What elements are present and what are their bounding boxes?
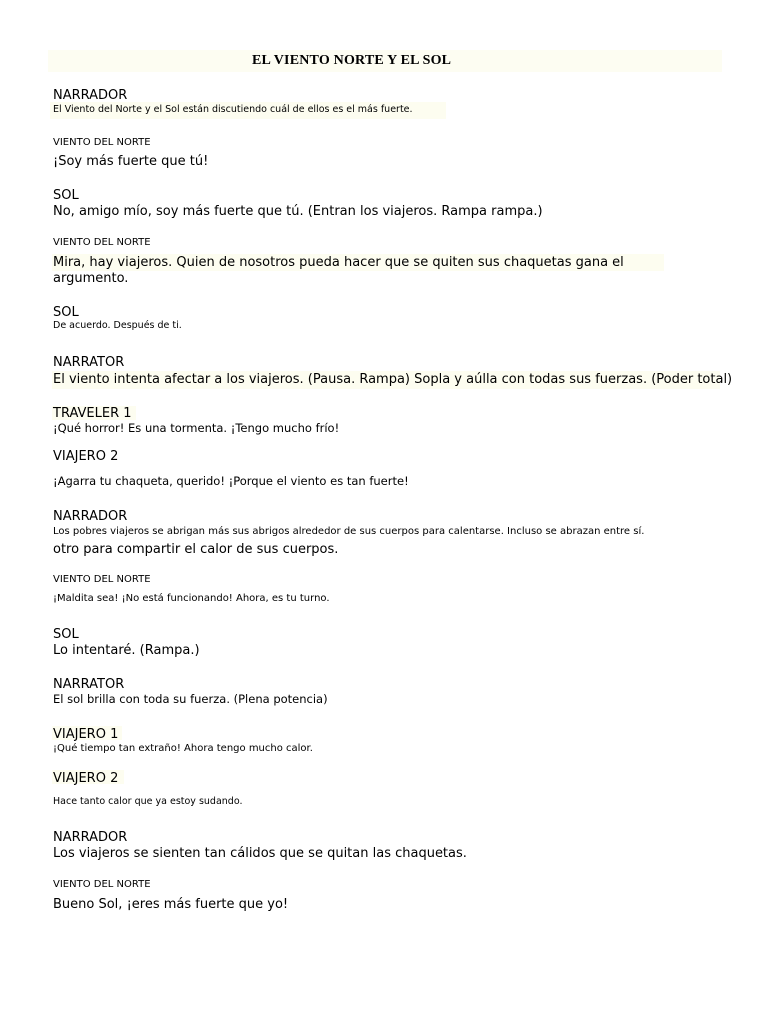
speaker-name: SOL [53, 627, 79, 642]
speaker-name: TRAVELER 1 [53, 406, 132, 421]
dialogue-line: Lo intentaré. (Rampa.) [53, 643, 200, 658]
speaker-name: VIENTO DEL NORTE [53, 879, 151, 890]
speaker-name: NARRATOR [53, 677, 125, 692]
dialogue-line: ¡Qué tiempo tan extraño! Ahora tengo mucho calor. [53, 743, 313, 754]
dialogue-line: De acuerdo. Después de ti. [53, 320, 182, 331]
dialogue-line: No, amigo mío, soy más fuerte que tú. (Entran los viajeros. Rampa rampa.) [53, 204, 543, 219]
speaker-name: VIAJERO 2 [53, 449, 119, 464]
dialogue-line: El Viento del Norte y el Sol están discutiendo cuál de ellos es el más fuerte. [53, 104, 413, 115]
dialogue-line: Los pobres viajeros se abrigan más sus abrigos alrededor de sus cuerpos para calentarse. Incluso se abrazan entre sí. [53, 526, 645, 537]
dialogue-line: Bueno Sol, ¡eres más fuerte que yo! [53, 897, 289, 912]
dialogue-line: argumento. [53, 271, 129, 286]
speaker-name: NARRATOR [53, 355, 125, 370]
dialogue-line: ¡Soy más fuerte que tú! [53, 154, 209, 169]
dialogue-line: ¡Maldita sea! ¡No está funcionando! Ahora, es tu turno. [53, 593, 330, 604]
speaker-name: SOL [53, 188, 79, 203]
dialogue-line: El viento intenta afectar a los viajeros. (Pausa. Rampa) Sopla y aúlla con todas sus fuerzas. (Poder total) [53, 372, 733, 387]
speaker-name: VIENTO DEL NORTE [53, 137, 151, 148]
page-title: EL VIENTO NORTE Y EL SOL [252, 53, 452, 68]
dialogue-line: Los viajeros se sienten tan cálidos que se quitan las chaquetas. [53, 846, 467, 861]
speaker-name: VIENTO DEL NORTE [53, 574, 151, 585]
dialogue-line: Hace tanto calor que ya estoy sudando. [53, 796, 243, 807]
speaker-name: NARRADOR [53, 509, 128, 524]
speaker-name: VIAJERO 1 [53, 727, 119, 742]
speaker-name: NARRADOR [53, 830, 128, 845]
dialogue-line: El sol brilla con toda su fuerza. (Plena potencia) [53, 692, 328, 706]
speaker-name: VIAJERO 2 [53, 771, 119, 786]
speaker-name: SOL [53, 305, 79, 320]
speaker-name: NARRADOR [53, 88, 128, 103]
dialogue-line: ¡Qué horror! Es una tormenta. ¡Tengo mucho frío! [53, 421, 340, 435]
speaker-name: VIENTO DEL NORTE [53, 237, 151, 248]
dialogue-line: ¡Agarra tu chaqueta, querido! ¡Porque el viento es tan fuerte! [53, 474, 409, 488]
dialogue-line: otro para compartir el calor de sus cuerpos. [53, 542, 339, 557]
dialogue-line: Mira, hay viajeros. Quien de nosotros pueda hacer que se quiten sus chaquetas gana el [53, 255, 624, 270]
